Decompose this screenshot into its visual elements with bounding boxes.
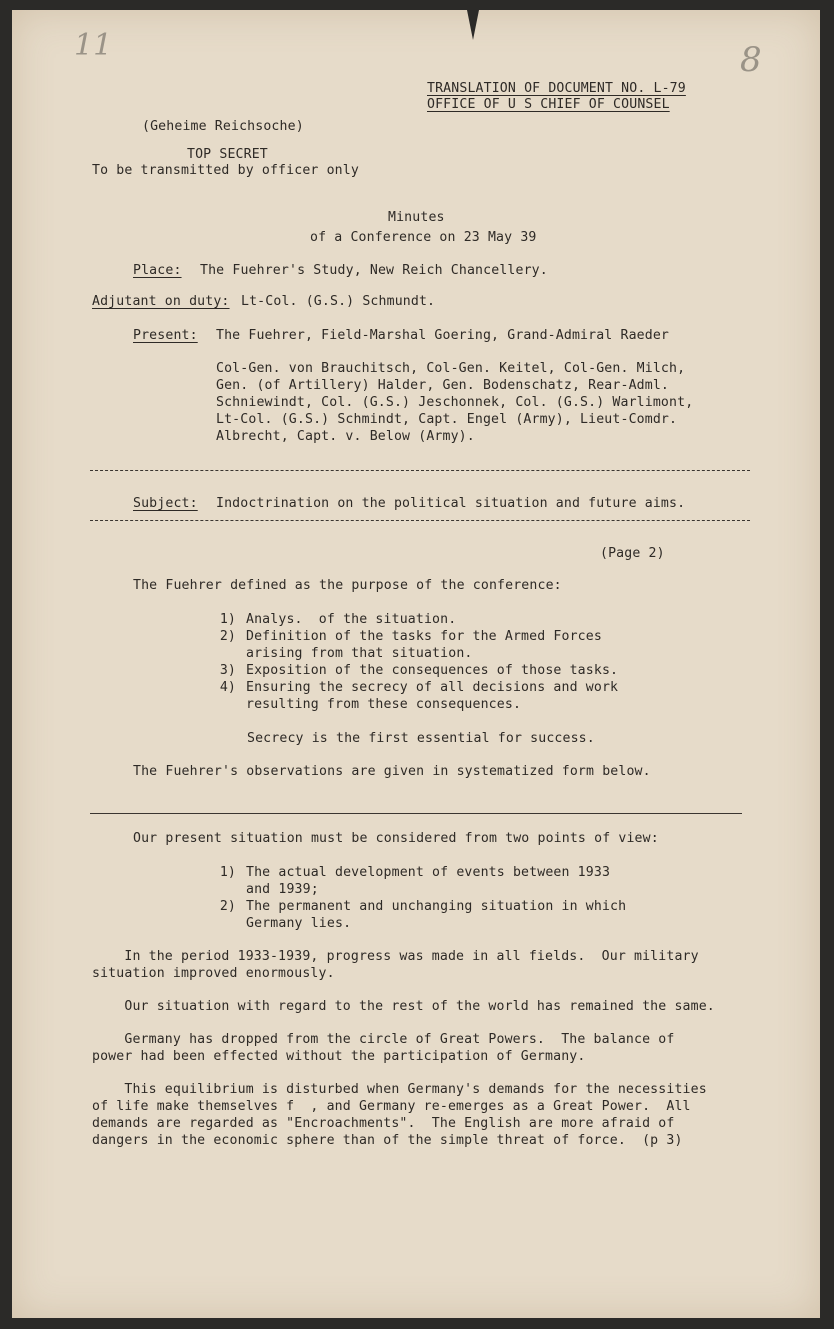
adjutant-value: Lt-Col. (G.S.) Schmundt. [241,294,436,309]
purpose-intro: The Fuehrer defined as the purpose of the conference: [133,578,562,593]
german-classification: (Geheime Reichsoche) [142,119,304,134]
place-label: Place: [133,263,182,278]
top-secret-label: TOP SECRET [187,147,268,162]
situation-intro: Our present situation must be considered from two points of view: [133,831,659,846]
translation-header: TRANSLATION OF DOCUMENT NO. L-79 [427,81,686,96]
pencil-mark-right: 8 [740,40,762,80]
present-line: Gen. (of Artillery) Halder, Gen. Bodenschatz, Rear-Adml. [216,378,670,393]
dashed-divider [90,520,750,521]
dashed-divider [90,470,750,471]
present-label: Present: [133,328,198,343]
present-line: Lt-Col. (G.S.) Schmindt, Capt. Engel (Army), Lieut-Comdr. [216,412,678,427]
solid-divider [90,813,742,814]
subject-value: Indoctrination on the political situation and future aims. [216,496,686,511]
present-line: Albrecht, Capt. v. Below (Army). [216,429,475,444]
subject-label: Subject: [133,496,198,511]
minutes-title: Minutes [388,210,445,225]
document-page: 11 8 TRANSLATION OF DOCUMENT NO. L-79 OFFICE OF U S CHIEF OF COUNSEL (Geheime Reichsoche) TOP SECRET To be transmitted by officer only Minutes of a Conference on 23 May 39 Place: The Fuehrer's Study, New Reich Chancellery. Adjutant on duty: Lt-Col. (G.S.) Schmundt. Present: The Fuehrer, Field-Marshal Goering, Grand-Admiral Raeder Col-Gen. von Brauchitsch, Col-Gen. Keitel, Col-Gen. Milch, Gen. (of Artillery) Halder, Gen. Bodenschatz, Rear-Adml. Schniewindt, Col. (G.S.) Jeschonnek, Col. (G.S.) Warlimont, Lt-Col. (G.S.) Schmindt, Capt. Engel (Army), Lieut-Comdr. Albrecht, Capt. v. Below (Army). Subject: Indoctrination on the political situation and future aims. (Page 2) The Fuehrer defined as the purpose of the conference: 1) Analys. of the situation. 2) Definition of the tasks for the Armed Forces arising from that situation. 3) Exposition of the consequences of those tasks. 4) Ensuring the secrecy of all decisions and work resulting from these consequences. Secrecy is the first essential for success. The Fuehrer's observations are given in systematized form below. Our present situation must be considered from two points of view: 1) The actual development of events between 1933 and 1939; 2) The permanent and unchanging situation in which Germany lies. In the period 1933-1939, progress was made in all fields. Our military situation improved enormously. Our situation with regard to the rest of the world has remained the same. Germany has dropped from the circle of Great Powers. The balance of power had been effected without the participation of Germany. This equilibrium is disturbed when Germany's demands for the necessities of life make themselves f , and Germany re-emerges as a Great Power. All demands are regarded as "Encroachments". The English are more afraid of dangers in the economic sphere than of the simple threat of force. (p 3) [12,10,820,1318]
present-line: Schniewindt, Col. (G.S.) Jeschonnek, Col. (G.S.) Warlimont, [216,395,694,410]
office-header: OFFICE OF U S CHIEF OF COUNSEL [427,97,670,112]
conference-date-title: of a Conference on 23 May 39 [310,230,537,245]
page-marker: (Page 2) [600,546,665,561]
adjutant-label: Adjutant on duty: [92,294,230,309]
pencil-mark-left: 11 [74,28,113,63]
present-first-line: The Fuehrer, Field-Marshal Goering, Grand-Admiral Raeder [216,328,670,343]
transmit-instruction: To be transmitted by officer only [92,163,359,178]
place-value: The Fuehrer's Study, New Reich Chancellery. [200,263,548,278]
observations-statement: The Fuehrer's observations are given in systematized form below. [133,764,651,779]
secrecy-statement: Secrecy is the first essential for success. [247,731,595,746]
page-notch [467,10,479,40]
present-line: Col-Gen. von Brauchitsch, Col-Gen. Keitel, Col-Gen. Milch, [216,361,686,376]
